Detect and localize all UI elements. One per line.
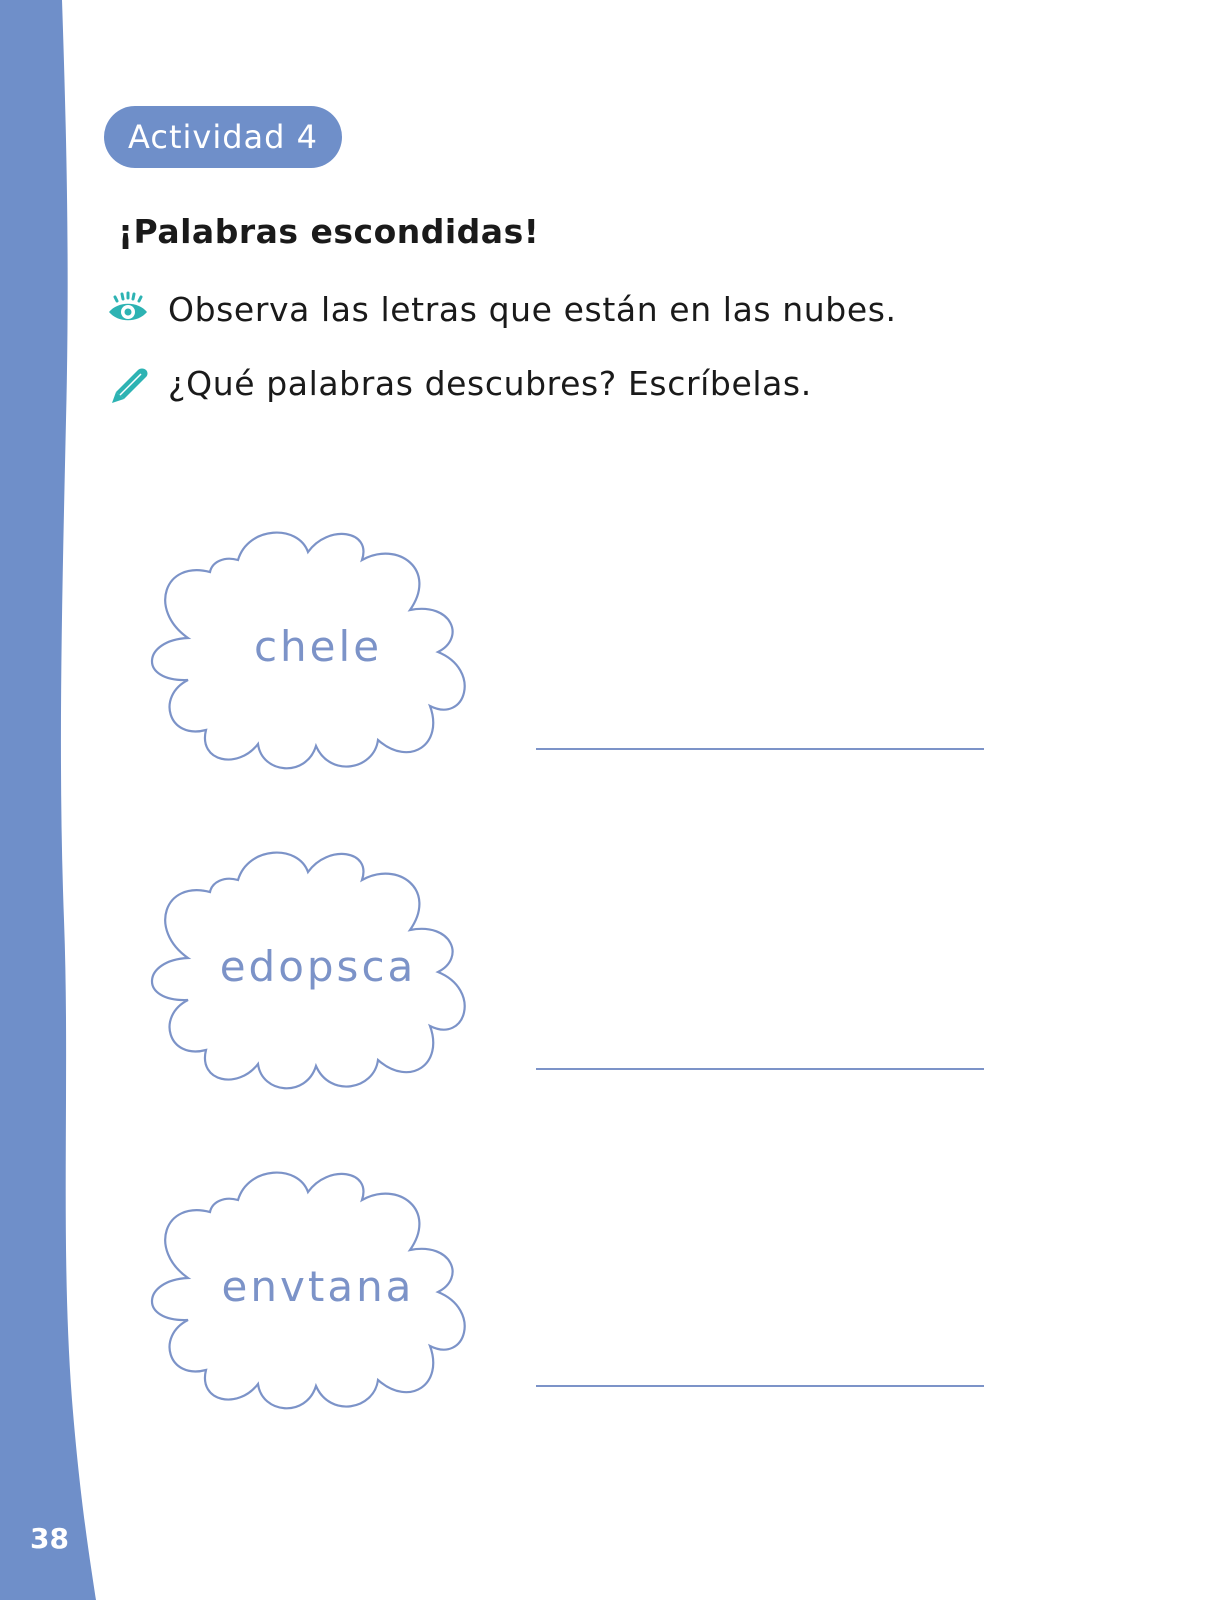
answer-line[interactable] <box>536 1068 984 1070</box>
letter-cloud <box>148 530 488 778</box>
letter-cloud <box>148 850 488 1098</box>
answer-line[interactable] <box>536 748 984 750</box>
activity-badge: Actividad 4 <box>104 106 342 168</box>
instruction-text: ¿Qué palabras descubres? Escríbelas. <box>168 364 812 403</box>
eye-icon <box>106 288 150 332</box>
answer-line[interactable] <box>536 1385 984 1387</box>
letter-cloud <box>148 1170 488 1418</box>
pencil-icon <box>106 362 150 406</box>
side-band <box>0 0 110 1600</box>
scrambled-word: edopsca <box>219 942 417 991</box>
page-number: 38 <box>30 1522 69 1555</box>
scrambled-word: envtana <box>221 1262 415 1311</box>
scrambled-word: chele <box>253 622 383 671</box>
page-title: ¡Palabras escondidas! <box>118 212 540 251</box>
instruction-text: Observa las letras que están en las nubes. <box>168 290 897 329</box>
